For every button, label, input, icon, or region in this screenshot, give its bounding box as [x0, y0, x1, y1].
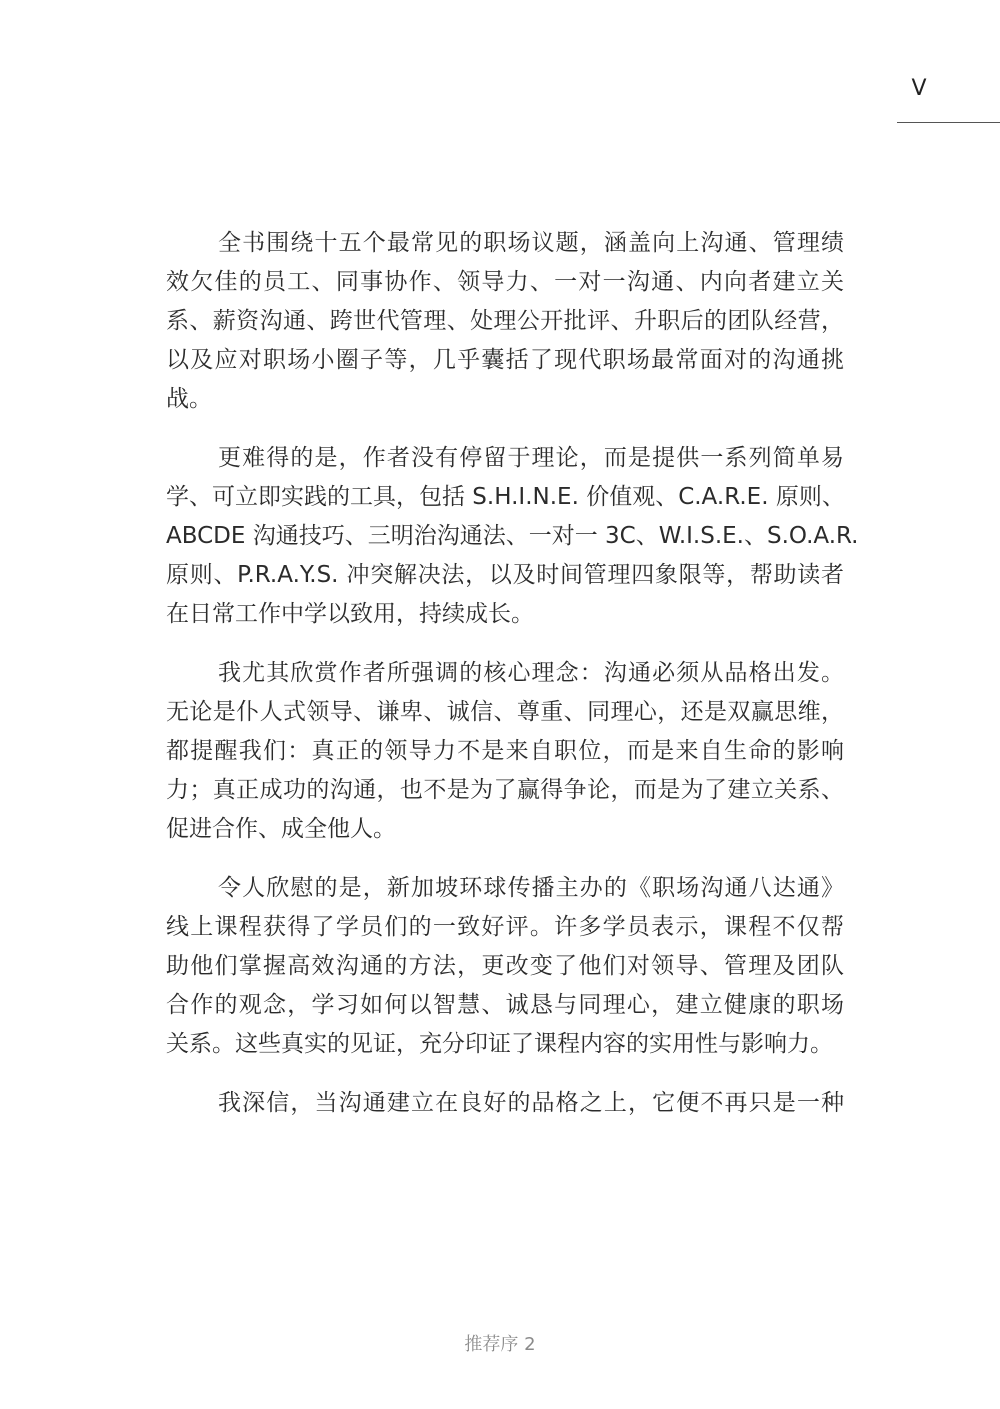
- text-line: 全书围绕十五个最常见的职场议题，涵盖向上沟通、管理绩: [218, 230, 844, 256]
- text-line: 学、可立即实践的工具，包括 S.H.I.N.E. 价值观、C.A.R.E. 原则、: [166, 484, 845, 510]
- text-line: 促进合作、成全他人。: [166, 816, 396, 842]
- text-line: 无论是仆人式领导、谦卑、诚信、尊重、同理心，还是双赢思维，: [166, 699, 844, 725]
- text-line: 我尤其欣赏作者所强调的核心理念：沟通必须从品格出发。: [218, 660, 844, 686]
- running-footer: 推荐序 2: [464, 1334, 536, 1355]
- paragraph-2: [166, 439, 859, 634]
- page-number: V: [911, 76, 927, 101]
- header-rule: [897, 122, 1000, 123]
- paragraph-3: [166, 654, 844, 849]
- text-line: 战。: [166, 386, 212, 412]
- paragraph-4: [166, 869, 844, 1064]
- text-line: 都提醒我们：真正的领导力不是来自职位，而是来自生命的影响: [166, 738, 844, 764]
- text-line: 以及应对职场小圈子等，几乎囊括了现代职场最常面对的沟通挑: [166, 347, 844, 373]
- text-line: 系、薪资沟通、跨世代管理、处理公开批评、升职后的团队经营，: [166, 308, 844, 334]
- text-line: 更难得的是，作者没有停留于理论，而是提供一系列简单易: [218, 445, 844, 471]
- paragraph-1: [166, 224, 844, 419]
- text-line: 助他们掌握高效沟通的方法，更改变了他们对领导、管理及团队: [166, 953, 844, 979]
- text-line: 令人欣慰的是，新加坡环球传播主办的《职场沟通八达通》: [218, 875, 844, 901]
- text-line: 效欠佳的员工、同事协作、领导力、一对一沟通、内向者建立关: [166, 269, 844, 295]
- text-line: 力；真正成功的沟通，也不是为了赢得争论，而是为了建立关系、: [166, 777, 844, 803]
- text-line: 在日常工作中学以致用，持续成长。: [166, 601, 534, 627]
- text-line: 合作的观念，学习如何以智慧、诚恳与同理心，建立健康的职场: [166, 992, 844, 1018]
- text-line: ABCDE 沟通技巧、三明治沟通法、一对一 3C、W.I.S.E.、S.O.A.R.: [166, 523, 859, 549]
- body-text: [166, 224, 859, 1143]
- text-line: 关系。这些真实的见证，充分印证了课程内容的实用性与影响力。: [166, 1031, 833, 1057]
- text-line: 线上课程获得了学员们的一致好评。许多学员表示，课程不仅帮: [166, 914, 844, 940]
- text-line: 原则、P.R.A.Y.S. 冲突解决法，以及时间管理四象限等，帮助读者: [166, 562, 844, 588]
- paragraph-5: [166, 1084, 844, 1123]
- text-line: 我深信，当沟通建立在良好的品格之上，它便不再只是一种: [218, 1090, 844, 1116]
